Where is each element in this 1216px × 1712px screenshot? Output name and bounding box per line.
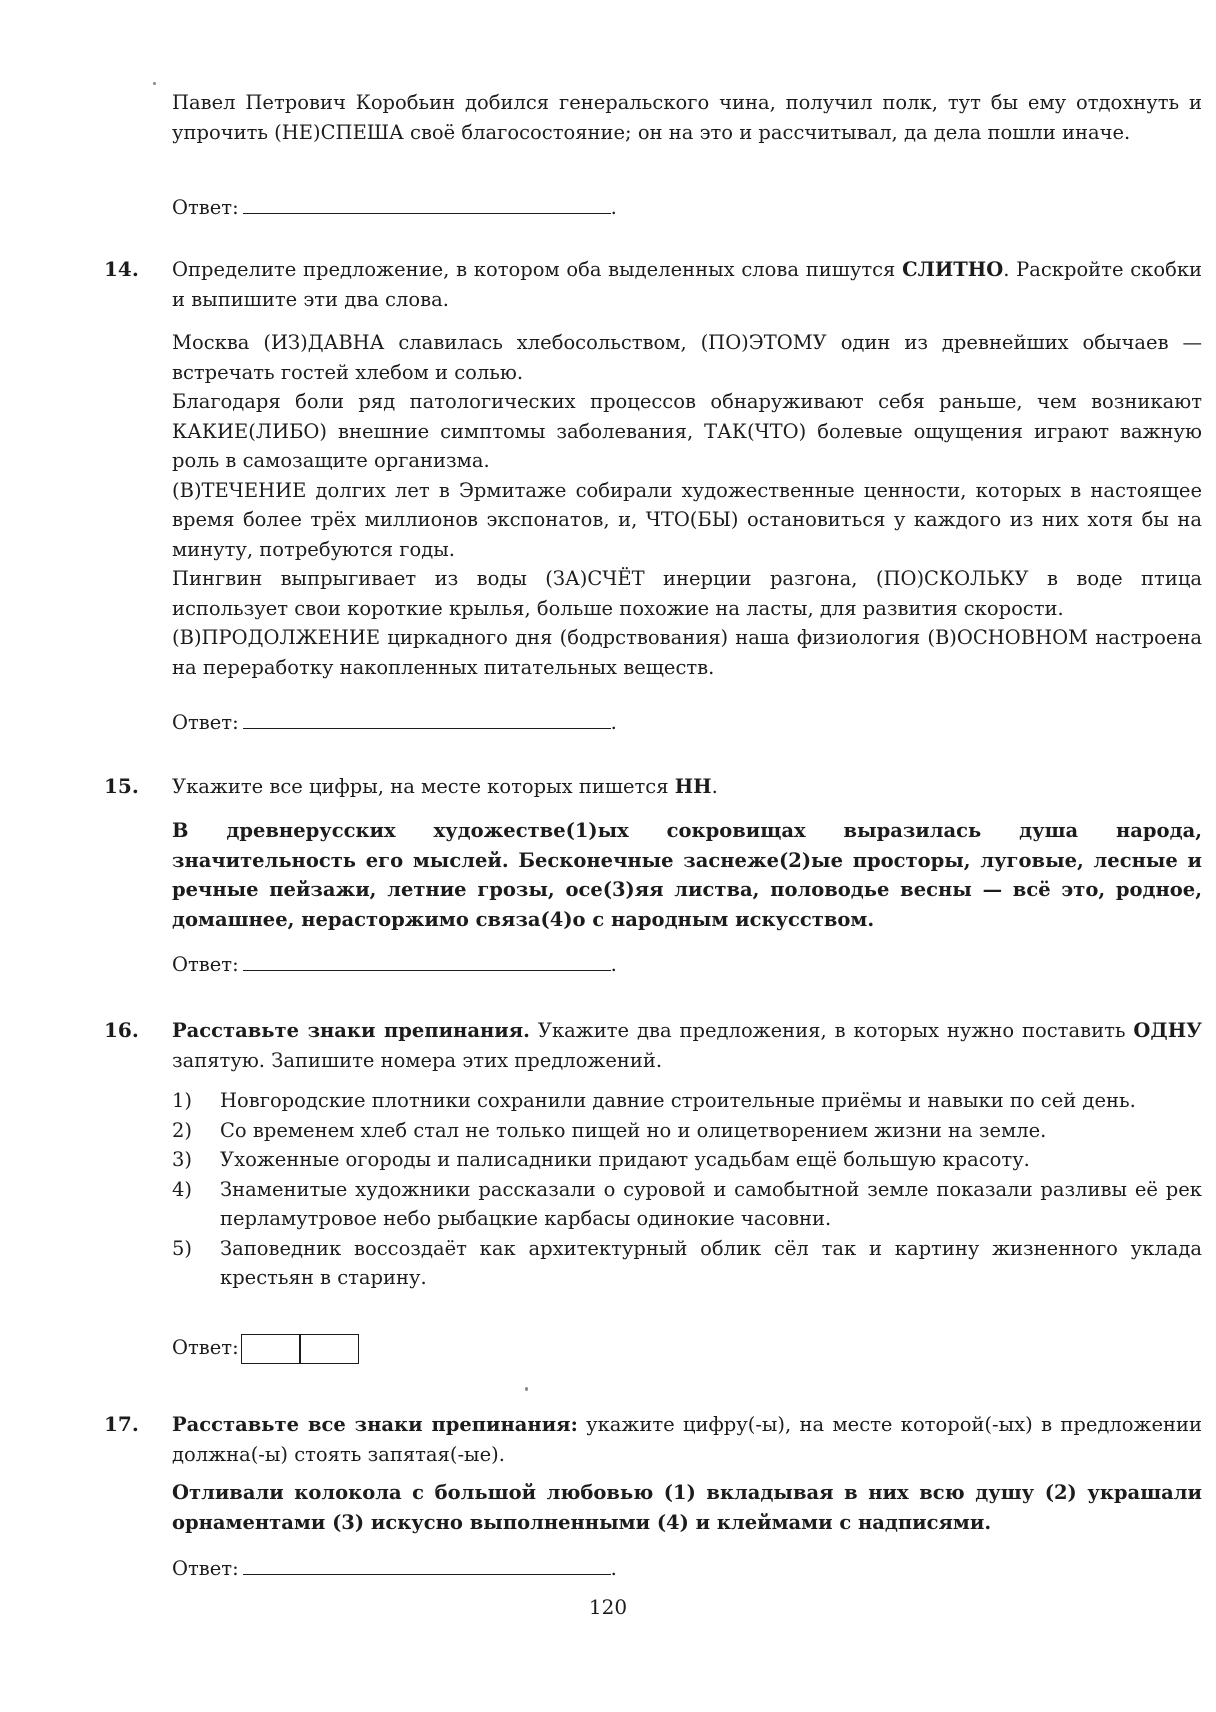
q16-option-4: 4) Знаменитые художники рассказали о суровой и самобытной земле показали разливы её рек перламутровое небо рыбацкие карбасы одинокие часовни.: [172, 1177, 1202, 1230]
page-number: 120: [588, 1595, 628, 1619]
question-number-15: 15.: [104, 774, 139, 798]
q16-option-2: 2) Со временем хлеб стал не только пищей но и олицетворением жизни на земле.: [172, 1118, 1047, 1142]
answer-line-13[interactable]: [243, 191, 611, 214]
answer-line-15[interactable]: [243, 948, 611, 971]
question-17-text: Отливали колокола с большой любовью (1) вкладывая в них всю душу (2) украшали орнаментами (3) искусно выполненными (4) и клеймами с надписями.: [172, 1481, 1202, 1534]
answer-label: Ответ:: [172, 953, 239, 976]
question-17-prompt: Расставьте все знаки препинания: укажите цифру(-ы), на месте которой(-ых) в предложении должна(-ы) стоять запятая(-ые).: [172, 1413, 1202, 1466]
scan-speck: [153, 82, 156, 85]
answer-box-1[interactable]: [241, 1334, 301, 1364]
answer-boxes-16: [241, 1333, 360, 1364]
question-15-prompt: Укажите все цифры, на месте которых пишется НН.: [172, 775, 718, 798]
answer-row-15: Ответ: .: [172, 948, 617, 978]
answer-row-17: Ответ: .: [172, 1552, 617, 1582]
q14-sentence-1: Москва (ИЗ)ДАВНА славилась хлебосольством, (ПО)ЭТОМУ один из древнейших обычаев — встречать гостей хлебом и солью.: [172, 331, 1202, 384]
question-number-14: 14.: [104, 257, 139, 281]
answer-row-13: Ответ: .: [172, 191, 617, 221]
answer-label: Ответ:: [172, 196, 239, 219]
intro-paragraph: [172, 88, 1202, 147]
answer-row-16: [172, 1333, 359, 1363]
question-number-16: 16.: [104, 1018, 139, 1042]
answer-line-17[interactable]: [243, 1552, 611, 1575]
question-16-options: [172, 1086, 1202, 1293]
q16-option-5: 5) Заповедник воссоздаёт как архитектурный облик сёл так и картину жизненного уклада крестьян в старину.: [172, 1236, 1202, 1289]
answer-label: Ответ:: [172, 1557, 239, 1580]
question-16-prompt: Расставьте знаки препинания. Укажите два предложения, в которых нужно поставить ОДНУ запятую. Запишите номера этих предложений.: [172, 1019, 1202, 1072]
q16-option-3: 3) Ухоженные огороды и палисадники придают усадьбам ещё большую красоту.: [172, 1148, 1030, 1171]
answer-row-14: Ответ: .: [172, 706, 617, 736]
question-14-sentences: [172, 328, 1202, 682]
q14-sentence-3: (В)ТЕЧЕНИЕ долгих лет в Эрмитаже собирали художественные ценности, которых в настоящее время более трёх миллионов экспонатов, и, ЧТО(БЫ) остановиться у каждого из них хотя бы на минуту, потребуются годы.: [172, 478, 1202, 561]
q14-sentence-2: Благодаря боли ряд патологических процессов обнаруживают себя раньше, чем возникают КАКИЕ(ЛИБО) внешние симптомы заболевания, ТАК(ЧТО) болевые ощущения играют важную роль в самозащите организма.: [172, 390, 1202, 472]
q14-sentence-4: Пингвин выпрыгивает из воды (ЗА)СЧЁТ инерции разгона, (ПО)СКОЛЬКУ в воде птица использует свои короткие крылья, больше похожие на ласты, для развития скорости.: [172, 567, 1202, 620]
question-14-prompt: Определите предложение, в котором оба выделенных слова пишутся СЛИТНО. Раскройте скобки и выпишите эти два слова.: [172, 258, 1203, 311]
answer-label: Ответ:: [172, 711, 239, 734]
answer-label: Ответ:: [172, 1336, 239, 1359]
question-number-17: 17.: [104, 1412, 139, 1436]
question-15-text: В древнерусских художестве(1)ых сокровищах выразилась душа народа, значительность его мыслей. Бесконечные заснеже(2)ые просторы, луговые, лесные и речные пейзажи, летние грозы, осе(3)яя листва, половодье весны — всё это, родное, домашнее, нерасторжимо связа(4)о с народным искусством.: [172, 819, 1202, 931]
intro-text: Павел Петрович Коробьин добился генеральского чина, получил полк, тут бы ему отдохнуть и упрочить (НЕ)СПЕША своё благосостояние; он на это и рассчитывал, да дела пошли иначе.: [172, 91, 1202, 144]
q14-sentence-5: (В)ПРОДОЛЖЕНИЕ циркадного дня (бодрствования) наша физиология (В)ОСНОВНОМ настроена на переработку накопленных питательных веществ.: [172, 626, 1202, 679]
answer-line-14[interactable]: [243, 706, 611, 729]
scan-speck: [525, 1387, 528, 1391]
answer-box-2[interactable]: [299, 1334, 359, 1364]
q16-option-1: 1) Новгородские плотники сохранили давние строительные приёмы и навыки по сей день.: [172, 1089, 1136, 1112]
